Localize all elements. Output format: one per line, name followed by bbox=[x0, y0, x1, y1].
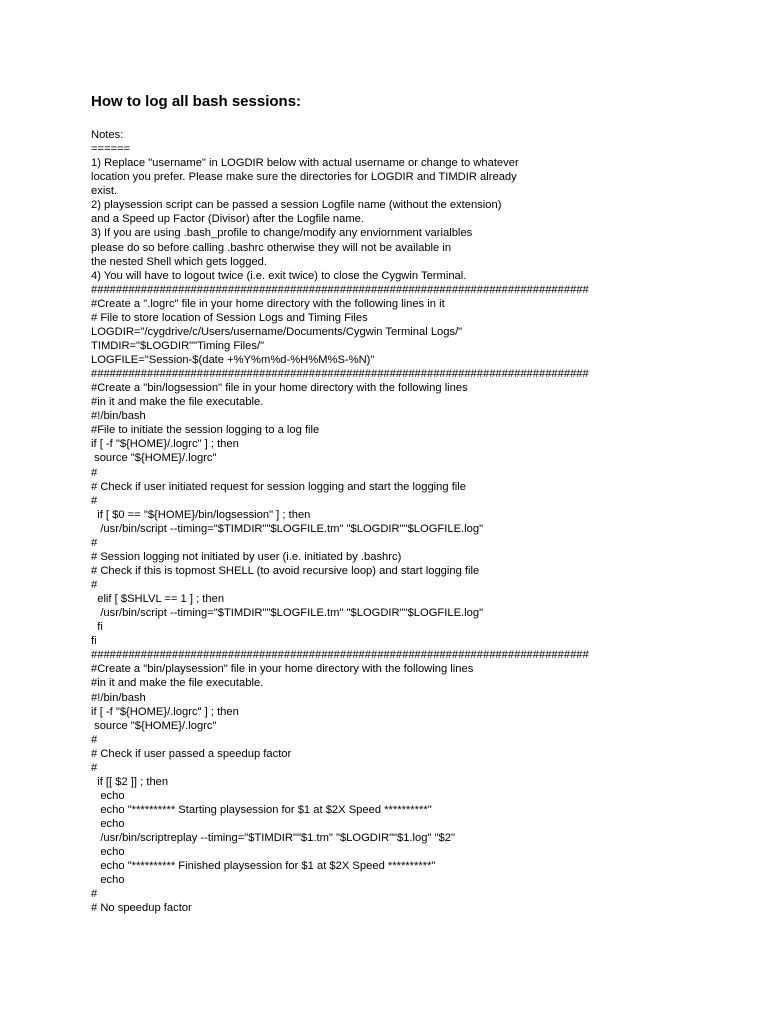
text-line: LOGDIR="/cygdrive/c/Users/username/Documents/Cygwin Terminal Logs/" bbox=[91, 325, 463, 338]
text-line: #Create a "bin/playsession" file in your home directory with the following lines bbox=[91, 663, 474, 676]
text-line: if [ -f "${HOME}/.logrc" ] ; then bbox=[91, 438, 239, 451]
page-title: How to log all bash sessions: bbox=[91, 93, 302, 110]
text-line: and a Speed up Factor (Divisor) after the Logfile name. bbox=[91, 213, 364, 226]
text-line: #!/bin/bash bbox=[91, 691, 146, 704]
text-line: location you prefer. Please make sure the directories for LOGDIR and TIMDIR already bbox=[91, 171, 517, 184]
text-line: # bbox=[91, 733, 98, 746]
text-line: ################################################################################ bbox=[91, 649, 589, 662]
text-line: #in it and make the file executable. bbox=[91, 677, 264, 690]
text-line: # bbox=[91, 466, 98, 479]
text-line: /usr/bin/script --timing="$TIMDIR""$LOGFILE.tm" "$LOGDIR""$LOGFILE.log" bbox=[91, 522, 484, 535]
text-line: the nested Shell which gets logged. bbox=[91, 255, 268, 268]
text-line: #!/bin/bash bbox=[91, 410, 146, 423]
text-line: fi bbox=[91, 621, 103, 634]
text-line: source "${HOME}/.logrc" bbox=[91, 719, 217, 732]
text-line: /usr/bin/script --timing="$TIMDIR""$LOGFILE.tm" "$LOGDIR""$LOGFILE.log" bbox=[91, 607, 484, 620]
text-line: 2) playsession script can be passed a session Logfile name (without the extension) bbox=[91, 199, 502, 212]
text-line: source "${HOME}/.logrc" bbox=[91, 452, 217, 465]
text-line: if [[ $2 ]] ; then bbox=[91, 775, 169, 788]
text-line: echo bbox=[91, 846, 125, 859]
text-line: # No speedup factor bbox=[91, 902, 192, 915]
text-line: /usr/bin/scriptreplay --timing="$TIMDIR""$1.tm" "$LOGDIR""$1.log" "$2" bbox=[91, 832, 455, 845]
text-line: if [ -f "${HOME}/.logrc" ] ; then bbox=[91, 705, 239, 718]
text-line: #in it and make the file executable. bbox=[91, 396, 264, 409]
text-line: # bbox=[91, 494, 98, 507]
text-line: exist. bbox=[91, 185, 118, 198]
text-line: # Session logging not initiated by user (i.e. initiated by .bashrc) bbox=[91, 550, 402, 563]
notes-body bbox=[91, 128, 751, 916]
text-line: #Create a "bin/logsession" file in your home directory with the following lines bbox=[91, 382, 468, 395]
text-line: # Check if this is topmost SHELL (to avoid recursive loop) and start logging file bbox=[91, 564, 480, 577]
text-line: LOGFILE="Session-$(date +%Y%m%d-%H%M%S-%N)" bbox=[91, 354, 375, 366]
text-line: 1) Replace "username" in LOGDIR below with actual username or change to whatever bbox=[91, 157, 519, 170]
text-line: echo bbox=[91, 818, 125, 831]
text-line: # bbox=[91, 536, 98, 549]
text-line: TIMDIR="$LOGDIR""Timing Files/" bbox=[91, 339, 265, 352]
text-line: Notes: bbox=[91, 129, 124, 141]
text-line: # Check if user passed a speedup factor bbox=[91, 747, 292, 760]
text-line: #Create a ".logrc" file in your home directory with the following lines in it bbox=[91, 297, 445, 310]
text-line: please do so before calling .bashrc otherwise they will not be available in bbox=[91, 241, 452, 254]
text-line: ====== bbox=[91, 143, 131, 156]
text-line: echo "********** Starting playsession for $1 at $2X Speed **********" bbox=[91, 804, 432, 816]
text-line: if [ $0 == "${HOME}/bin/logsession" ] ; then bbox=[91, 508, 311, 521]
text-line: echo "********** Finished playsession for $1 at $2X Speed **********" bbox=[91, 860, 436, 873]
text-line: # bbox=[91, 761, 98, 774]
text-line: # bbox=[91, 579, 98, 591]
text-line: # bbox=[91, 888, 98, 901]
text-line: echo bbox=[91, 874, 125, 887]
text-line: 3) If you are using .bash_profile to change/modify any enviornment varialbles bbox=[91, 227, 473, 240]
text-line: echo bbox=[91, 789, 125, 802]
text-line: # Check if user initiated request for session logging and start the logging file bbox=[91, 480, 466, 493]
text-line: # File to store location of Session Logs and Timing Files bbox=[91, 311, 368, 324]
text-line: elif [ $SHLVL == 1 ] ; then bbox=[91, 593, 225, 606]
text-line: ################################################################################ bbox=[91, 283, 589, 296]
text-line: ################################################################################ bbox=[91, 368, 589, 381]
text-line: #File to initiate the session logging to a log file bbox=[91, 424, 320, 437]
text-line: 4) You will have to logout twice (i.e. exit twice) to close the Cygwin Terminal. bbox=[91, 269, 467, 282]
text-line: fi bbox=[91, 635, 97, 648]
